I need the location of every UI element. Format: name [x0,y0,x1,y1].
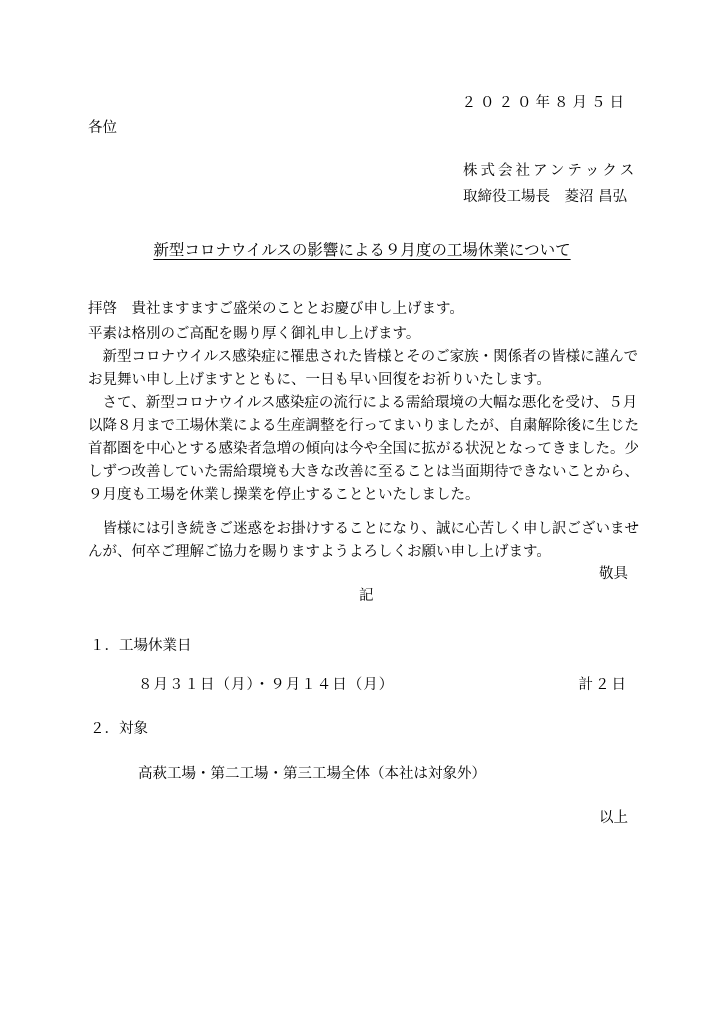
end-mark: 以上 [599,810,628,826]
notice-heading: 記 [359,588,374,604]
signer-name: 取締役工場長 菱沼 昌弘 [463,189,628,205]
body-line: ９月度も工場を休業し操業を停止することといたしました。 [88,487,480,503]
body-line: しずつ改善していた需給環境も大きな改善に至ることは当面期待できないことから、 [88,464,639,480]
company-name: 株式会社アンテックス [463,163,638,179]
target-factories: 高萩工場・第二工場・第三工場全体（本社は対象外） [138,766,486,782]
item-label-target: ２．対象 [90,721,148,737]
document-title: 新型コロナウイルスの影響による９月度の工場休業について [153,241,571,259]
closure-total: 計２日 [578,677,628,693]
closure-dates: ８月３１日（月）・９月１４日（月） [138,677,395,693]
body-line: 皆様には引き続きご迷惑をお掛けすることになり、誠に心苦しく申し訳ございませ [88,521,639,537]
body-line: 以降８月まで工場休業による生産調整を行ってまいりましたが、自粛解除後に生じた [88,418,639,434]
body-line: お見舞い申し上げますとともに、一日も早い回復をお祈りいたします。 [88,372,551,388]
addressee: 各位 [88,120,117,136]
body-line: 新型コロナウイルス感染症に罹患された皆様とそのご家族・関係者の皆様に謹んで [88,349,639,365]
letter-date: ２０２０年８月５日 [461,95,628,111]
item-label-closure-dates: １．工場休業日 [90,638,192,654]
body-line: さて、新型コロナウイルス感染症の流行による需給環境の大幅な悪化を受け、５月 [88,395,638,411]
body-line: 首都圏を中心とする感染者急増の傾向は今や全国に拡がる状況となってきました。少 [88,441,639,457]
body-line: 平素は格別のご高配を賜り厚く御礼申し上げます。 [88,326,421,342]
closing-word: 敬具 [599,566,628,582]
body-line: んが、何卒ご理解ご協力を賜りますようよろしくお願い申し上げます。 [88,544,551,560]
body-line: 拝啓 貴社ますますご盛栄のこととお慶び申し上げます。 [88,301,464,317]
